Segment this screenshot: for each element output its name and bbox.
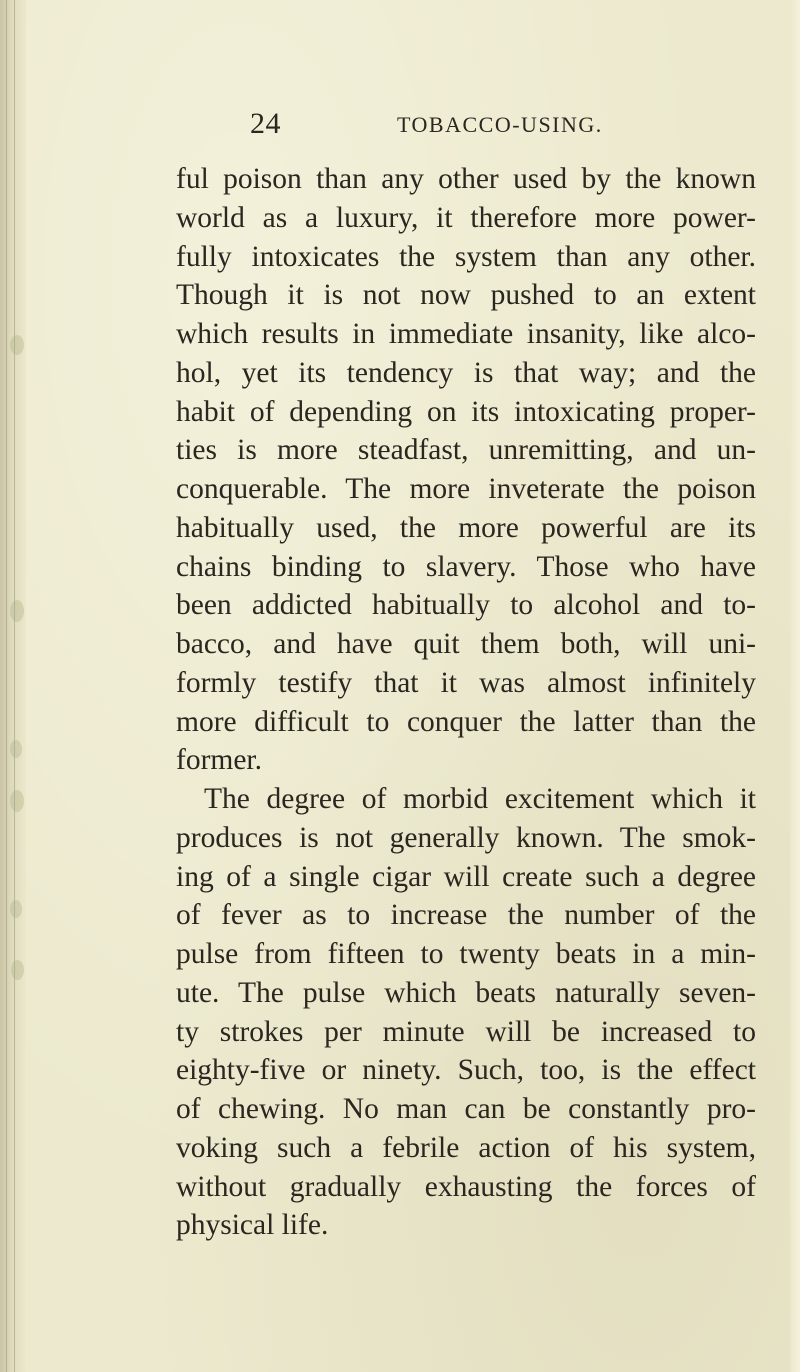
- text-line: world as a luxury, it therefore more power-: [176, 201, 756, 234]
- text-line: conquerable. The more inveterate the poison: [176, 473, 756, 505]
- text-line: ing of a single cigar will create such a degree: [176, 860, 756, 893]
- paper-stain: [10, 600, 24, 622]
- paragraph-end-line: physical life.: [176, 1209, 329, 1242]
- spine-edge-line: [14, 0, 15, 1372]
- spine-edge-line: [6, 0, 7, 1372]
- paper-stain: [11, 960, 24, 980]
- paper-stain: [10, 900, 22, 918]
- text-line: ute. The pulse which beats naturally seven-: [176, 976, 756, 1009]
- text-line: ty strokes per minute will be increased to: [176, 1015, 756, 1048]
- paper-stain: [10, 790, 24, 812]
- text-line: habit of depending on its intoxicating proper-: [176, 395, 756, 428]
- text-line: ful poison than any other used by the known: [176, 163, 756, 195]
- text-line: bacco, and have quit them both, will uni-: [176, 628, 756, 660]
- text-line: of fever as to increase the number of the: [176, 899, 756, 932]
- text-line: fully intoxicates the system than any other.: [176, 240, 756, 273]
- text-line: without gradually exhausting the forces of: [176, 1170, 756, 1203]
- text-line: Though it is not now pushed to an extent: [176, 279, 756, 312]
- paper-stain: [10, 335, 24, 355]
- text-line: which results in immediate insanity, like alco-: [176, 318, 756, 350]
- text-line: habitually used, the more powerful are its: [176, 511, 756, 544]
- text-line: pulse from fifteen to twenty beats in a min-: [176, 938, 756, 970]
- page-header: [250, 106, 700, 146]
- running-head: TOBACCO-USING.: [397, 112, 603, 137]
- page-right-edge: [790, 0, 800, 1372]
- paragraph-end-line: former.: [176, 744, 263, 777]
- paragraph-start-line: The degree of morbid excitement which it: [204, 783, 756, 815]
- book-spine-shadow: [0, 0, 26, 1372]
- text-line: been addicted habitually to alcohol and to-: [176, 589, 756, 622]
- text-line: more difficult to conquer the latter than the: [176, 705, 756, 738]
- body-text: [176, 160, 756, 1245]
- text-line: chains binding to slavery. Those who have: [176, 550, 756, 583]
- text-line: eighty-five or ninety. Such, too, is the effect: [176, 1054, 756, 1087]
- text-line: formly testify that it was almost infinitely: [176, 666, 756, 699]
- page-number: 24: [250, 107, 281, 140]
- text-line: ties is more steadfast, unremitting, and un-: [176, 434, 756, 467]
- text-line: produces is not generally known. The smok-: [176, 821, 756, 854]
- paper-stain: [10, 740, 22, 758]
- text-line: of chewing. No man can be constantly pro-: [176, 1093, 756, 1125]
- text-line: voking such a febrile action of his system,: [176, 1131, 756, 1164]
- text-line: hol, yet its tendency is that way; and the: [176, 356, 756, 389]
